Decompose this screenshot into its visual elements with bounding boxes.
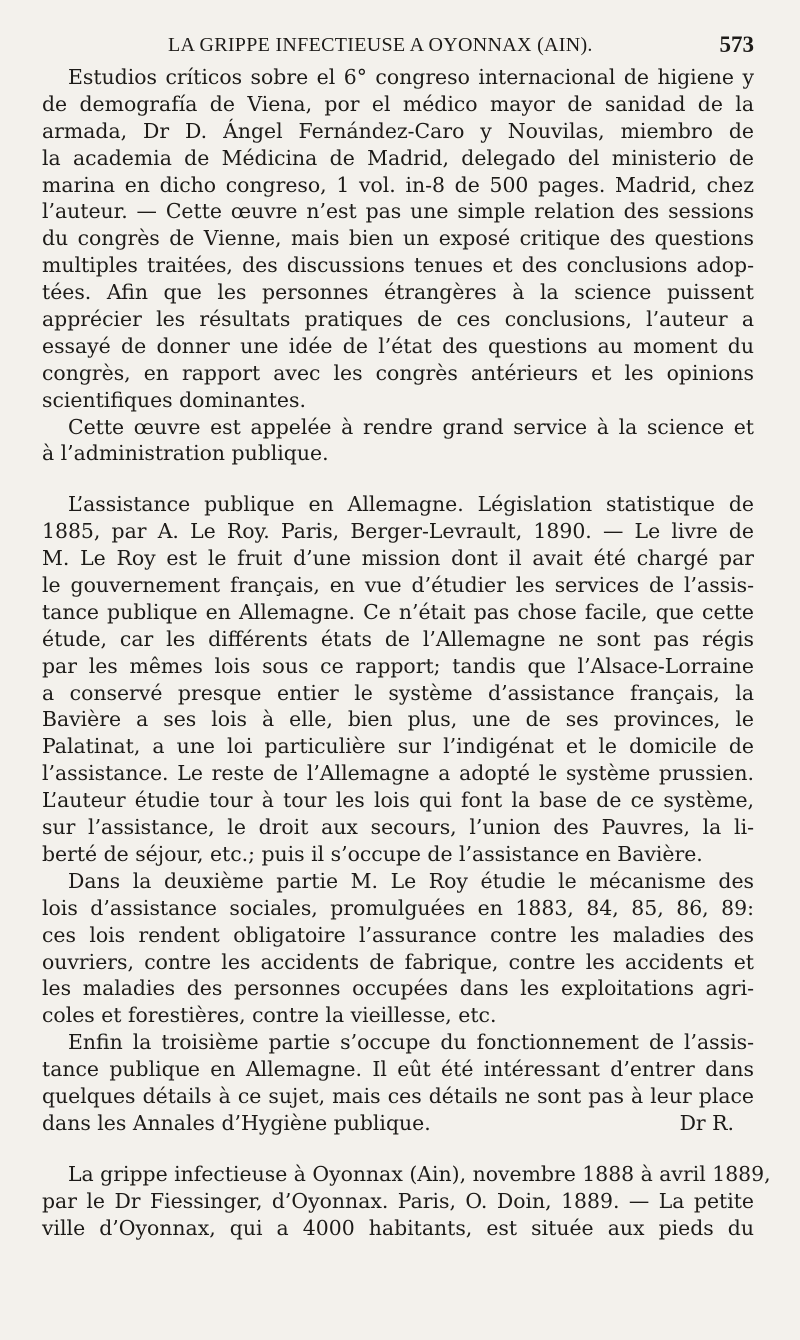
text-line: tance publique en Allemagne. Il eût été intéressant d’entrer dans xyxy=(42,1057,754,1082)
text-line: marina en dicho congreso, 1 vol. in-8 de 500 pages. Madrid, chez xyxy=(42,172,754,197)
text-line: le gouvernement français, en vue d’étudier les services de l’assis- xyxy=(42,573,754,598)
text-line: a conservé presque entier le système d’assistance français, la xyxy=(42,680,754,705)
text-line: scientifiques dominantes. xyxy=(42,387,306,412)
text-line: ces lois rendent obligatoire l’assurance contre les maladies des xyxy=(42,922,754,947)
text-line: ville d’Oyonnax, qui a 4000 habitants, est située aux pieds du xyxy=(42,1215,754,1240)
text-line: Palatinat, a une loi particulière sur l’indigénat et le domicile de xyxy=(42,734,754,759)
text-line: essayé de donner une idée de l’état des questions au moment du xyxy=(42,333,754,358)
text-line: sur l’assistance, le droit aux secours, l’union des Pauvres, la li- xyxy=(42,815,754,840)
signature: Dr R. xyxy=(679,1110,734,1135)
text-line: Enfin la troisième partie s’occupe du fonctionnement de l’assis- xyxy=(68,1030,754,1055)
text-line: armada, Dr D. Ángel Fernández-Caro y Nouvilas, miembro de xyxy=(42,118,754,143)
section-gap xyxy=(42,467,754,491)
text-line: étude, car les différents états de l’Allemagne ne sont pas régis xyxy=(42,626,754,651)
review-assistance-publique xyxy=(42,491,754,1136)
text-line: congrès, en rapport avec les congrès antérieurs et les opinions xyxy=(42,360,754,385)
text-line: coles et forestières, contre la vieillesse, etc. xyxy=(42,1003,497,1028)
page-number: 573 xyxy=(719,32,754,57)
text-line: l’assistance. Le reste de l’Allemagne a adopté le système prussien. xyxy=(42,761,754,786)
text-line: tance publique en Allemagne. Ce n’était pas chose facile, que cette xyxy=(42,599,754,624)
text-line: Estudios críticos sobre el 6° congreso internacional de higiene y xyxy=(68,65,754,89)
text-line: de demografía de Viena, por el médico mayor de sanidad de la xyxy=(42,91,754,116)
text-line: les maladies des personnes occupées dans les exploitations agri- xyxy=(42,976,754,1001)
text-line: du congrès de Vienne, mais bien un exposé critique des questions xyxy=(42,226,754,251)
text-line: Bavière a ses lois à elle, bien plus, une de ses provinces, le xyxy=(42,707,754,732)
closing-line xyxy=(42,1110,754,1137)
text-line: La grippe infectieuse à Oyonnax (Ain), novembre 1888 à avril 1889, xyxy=(68,1161,771,1186)
text-line: lois d’assistance sociales, promulguées en 1883, 84, 85, 86, 89: xyxy=(42,895,754,920)
text-line: apprécier les résultats pratiques de ces conclusions, l’auteur a xyxy=(42,307,754,332)
text-line: ouvriers, contre les accidents de fabrique, contre les accidents et xyxy=(42,949,754,974)
review-estudios-criticos xyxy=(42,64,754,467)
text-line: berté de séjour, etc.; puis il s’occupe de l’assistance en Bavière. xyxy=(42,841,703,866)
closing-text: dans les Annales d’Hygiène publique. xyxy=(42,1110,431,1135)
text-line: L’auteur étudie tour à tour les lois qui font la base de ce système, xyxy=(42,788,754,813)
review-grippe-oyonnax xyxy=(42,1161,771,1242)
text-line: L’assistance publique en Allemagne. Législation statistique de xyxy=(68,492,754,517)
text-line: multiples traitées, des discussions tenues et des conclusions adop- xyxy=(42,253,754,278)
section-gap xyxy=(42,1137,754,1161)
text-line: Dans la deuxième partie M. Le Roy étudie le mécanisme des xyxy=(68,868,754,893)
text-line: par les mêmes lois sous ce rapport; tandis que l’Alsace-Lorraine xyxy=(42,653,754,678)
running-head xyxy=(42,30,754,64)
text-line: quelques détails à ce sujet, mais ces détails ne sont pas à leur place xyxy=(42,1083,754,1108)
running-title: LA GRIPPE INFECTIEUSE A OYONNAX (AIN). xyxy=(168,34,593,56)
text-line: M. Le Roy est le fruit d’une mission dont il avait été chargé par xyxy=(42,546,754,571)
text-line: 1885, par A. Le Roy. Paris, Berger-Levrault, 1890. — Le livre de xyxy=(42,519,754,544)
text-line: Cette œuvre est appelée à rendre grand service à la science et xyxy=(68,414,754,439)
text-line: à l’administration publique. xyxy=(42,441,329,466)
text-line: tées. Afin que les personnes étrangères à la science puissent xyxy=(42,280,754,305)
text-line: l’auteur. — Cette œuvre n’est pas une simple relation des sessions xyxy=(42,199,754,224)
text-line: la academia de Médicina de Madrid, delegado del ministerio de xyxy=(42,145,754,170)
text-line: par le Dr Fiessinger, d’Oyonnax. Paris, O. Doin, 1889. — La petite xyxy=(42,1188,754,1213)
